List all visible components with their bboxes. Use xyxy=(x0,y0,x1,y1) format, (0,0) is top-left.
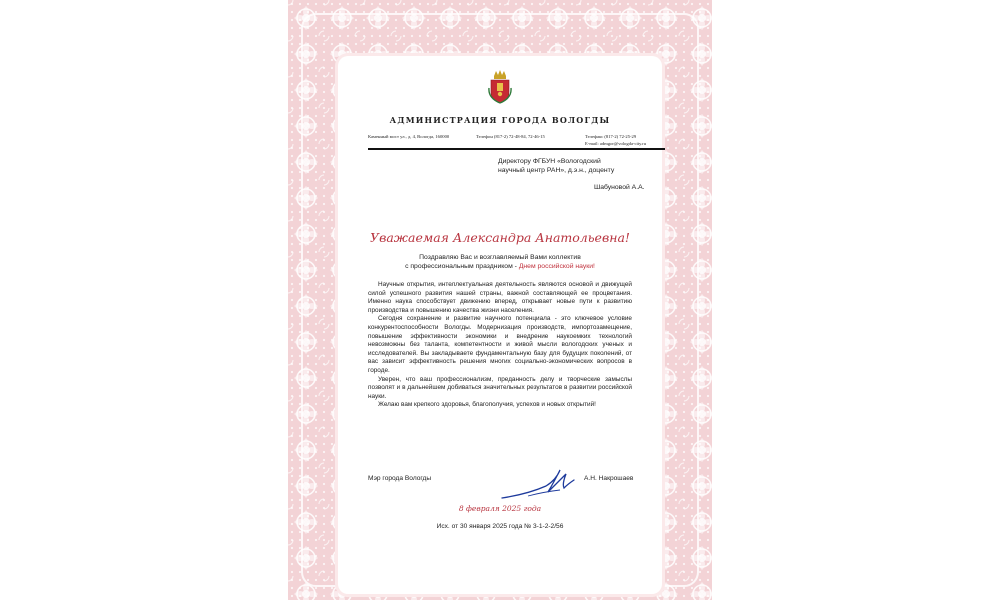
outgoing-reference: Исх. от 30 января 2025 года № 3-1-2-2/56 xyxy=(436,523,564,530)
addressee-name: Шабуновой А.А. xyxy=(594,184,645,191)
contact-fax: Телефакс (817-2) 72-25-29 xyxy=(585,134,637,139)
greeting-line-1: Поздравляю Вас и возглавляемый Вами коллектив xyxy=(419,254,581,261)
handwritten-signature xyxy=(498,462,578,504)
greeting-line-2 xyxy=(368,262,632,271)
contact-email: E-mail: admgor@vologda-city.ru xyxy=(585,141,647,146)
letter-body xyxy=(368,281,632,410)
body-paragraph-4: Желаю вам крепкого здоровья, благополучия, успехов и новых открытий! xyxy=(378,401,596,409)
city-coat-of-arms-icon xyxy=(488,68,512,104)
body-paragraph-1: Научные открытия, интеллектуальная деятельность являются основой и движущей силой успешного развития нашей страны, важной составляющей ее процветания. Именно наука способствует движению вперед, открывает новые пути к развитию производства и повышению качества жизни населения. xyxy=(368,281,632,314)
organization-title: АДМИНИСТРАЦИЯ ГОРОДА ВОЛОГДЫ xyxy=(389,115,611,125)
body-paragraph-2: Сегодня сохранение и развитие научного потенциала - это ключевое условие конкурентоспособности Вологды. Модернизация производств, импортозамещение, повышение эффективности экономики и внедрение наукоемких технологий невозможны без таланта, компетентности и живой мысли вологодских ученых и исследователей. Вы закладываете фундаментальную базу для будущих поколений, от вас зависит эффективность решения многих социально-экономических вопросов в городе. xyxy=(368,315,632,374)
letter-page xyxy=(288,0,712,600)
signatory-name: А.Н. Накрошаев xyxy=(584,475,634,482)
greeting-highlight: Днем российской науки! xyxy=(518,263,595,270)
body-paragraph-3: Уверен, что ваш профессионализм, преданность делу и творческие замыслы позволят и в дальнейшем добиваться значительных результатов в развитии российской науки. xyxy=(368,375,632,400)
signatory-title: Мэр города Вологды xyxy=(368,475,432,482)
salutation: Уважаемая Александра Анатольевна! xyxy=(370,230,630,245)
addressee-line-2: научный центр РАН», д.э.н., доценту xyxy=(498,167,615,174)
contact-phone: Телефон (817-2) 72-48-84, 72-46-15 xyxy=(476,134,545,139)
header-divider xyxy=(368,148,665,150)
addressee-line-1: Директору ФГБУН «Вологодский xyxy=(498,158,601,165)
greeting-line-2-text: с профессиональным праздником - xyxy=(405,263,519,270)
addressee-block xyxy=(498,157,646,175)
greeting-block xyxy=(368,253,632,271)
contact-address: Каменный мост ул., д. 4, Вологда, 160000 xyxy=(368,134,450,139)
letter-date: 8 февраля 2025 года xyxy=(458,504,542,513)
